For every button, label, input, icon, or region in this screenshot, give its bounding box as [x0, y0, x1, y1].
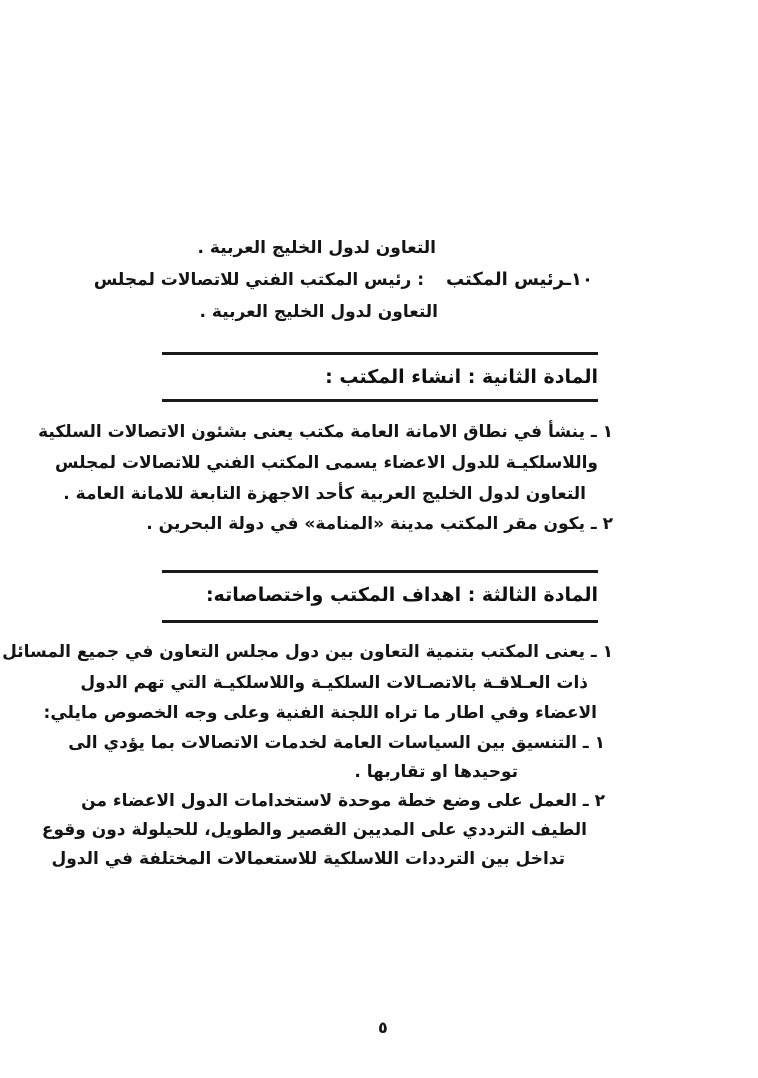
article-3-line-2: ذات العـلاقـة بالاتصـالات السلكيـة واللاسلكيـة التي تهم الدول — [80, 673, 588, 693]
article-3-subitem-2-line-2: الطيف الترددي على المديين القصير والطويل، للحيلولة دون وقوع — [41, 820, 587, 840]
section-divider-bottom-article-3 — [162, 620, 598, 623]
article-3-heading: المادة الثالثة : اهداف المكتب واختصاصاته: — [205, 584, 598, 606]
article-2-heading: المادة الثانية : انشاء المكتب : — [325, 366, 598, 388]
definition-entry-10-definition-line-2: التعاون لدول الخليج العربية . — [199, 302, 438, 322]
definition-entry-10-definition-line-1: : رئيس المكتب الفني للاتصالات لمجلس — [93, 270, 424, 290]
article-2-line-2: واللاسلكيـة للدول الاعضاء يسمى المكتب الفني للاتصالات لمجلس — [55, 453, 598, 473]
article-2-line-3: التعاون لدول الخليج العربية كأحد الاجهزة التابعة للامانة العامة . — [63, 484, 586, 504]
article-3-subitem-1-line-1: ١ ـ التنسيق بين السياسات العامة لخدمات الاتصالات بما يؤدي الى — [68, 733, 605, 753]
article-3-line-3: الاعضاء وفي اطار ما تراه اللجنة الفنية وعلى وجه الخصوص مايلي: — [43, 703, 597, 723]
section-divider-bottom-article-2 — [162, 399, 598, 402]
article-2-line-1: ١ ـ ينشأ في نطاق الامانة العامة مكتب يعنى بشئون الاتصالات السلكية — [38, 422, 613, 442]
definition-entry-10-label: ١٠ـرئيس المكتب — [445, 269, 593, 290]
article-2-line-4: ٢ ـ يكون مقر المكتب مدينة «المنامة» في دولة البحرين . — [146, 514, 613, 534]
definition-entry-9-continuation: التعاون لدول الخليج العربية . — [197, 238, 436, 258]
article-3-subitem-2-line-1: ٢ ـ العمل على وضع خطة موحدة لاستخدامات الدول الاعضاء من — [81, 791, 605, 811]
page-number: ٥ — [378, 1018, 388, 1037]
article-3-subitem-1-line-2: توحيدها او تقاربها . — [354, 762, 518, 782]
article-3-line-1: ١ ـ يعنى المكتب بتنمية التعاون بين دول مجلس التعاون في جميع المسائل — [2, 642, 613, 662]
section-divider-top-article-3 — [162, 570, 598, 573]
section-divider-top-article-2 — [162, 352, 598, 355]
article-3-subitem-2-line-3: تداخل بين الترددات اللاسلكية للاستعمالات المختلفة في الدول — [51, 849, 565, 869]
